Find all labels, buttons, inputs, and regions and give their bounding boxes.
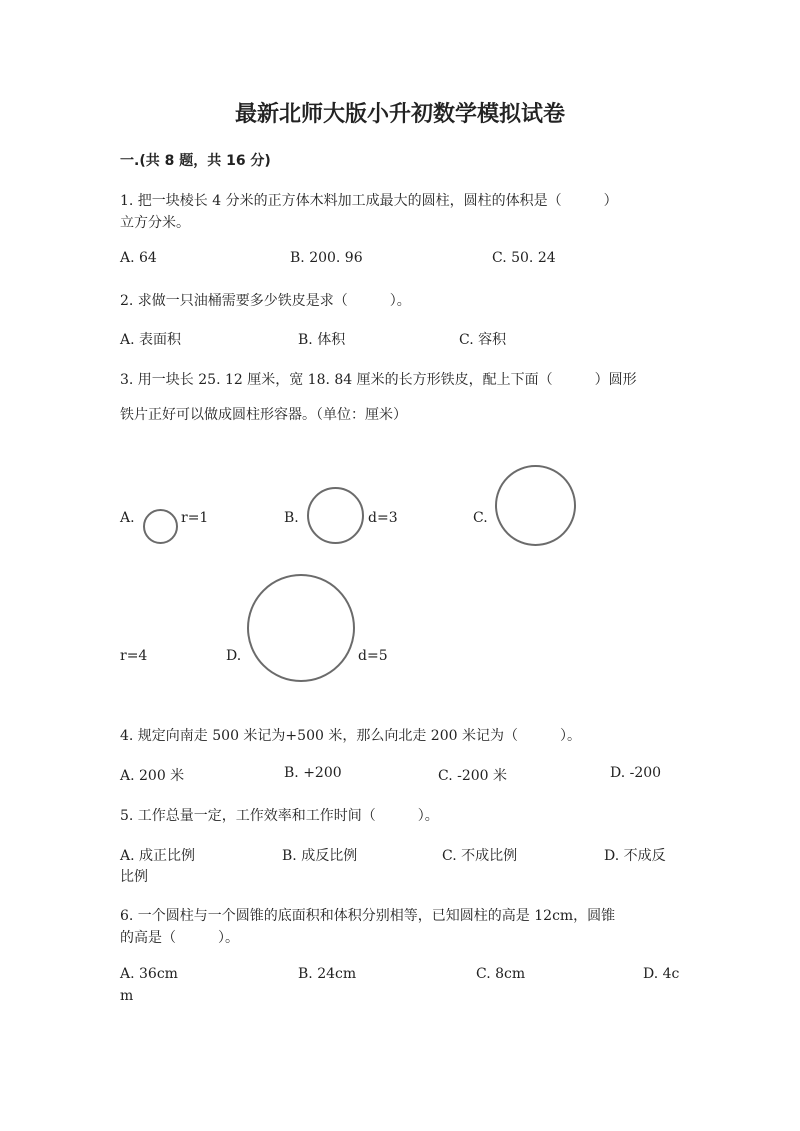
q6-option-a: A. 36cm bbox=[120, 966, 178, 982]
q5-option-d-wrap: 比例 bbox=[120, 869, 148, 885]
q3-option-b: B. bbox=[284, 510, 299, 526]
q3-option-a: A. bbox=[120, 510, 135, 526]
q5-option-c: C. 不成比例 bbox=[442, 848, 518, 864]
q4-option-d: D. -200 bbox=[610, 765, 662, 781]
q1-option-c: C. 50. 24 bbox=[492, 250, 556, 266]
question-3-text-cont: 铁片正好可以做成圆柱形容器。（单位：厘米） bbox=[120, 407, 407, 423]
question-1-text: 1. 把一块棱长 4 分米的正方体木料加工成最大的圆柱，圆柱的体积是（ ） bbox=[120, 193, 618, 209]
circle-b-figure bbox=[307, 487, 364, 544]
circle-b-label: d=3 bbox=[368, 510, 398, 526]
circle-d-figure bbox=[247, 574, 355, 682]
circle-c-figure bbox=[495, 465, 576, 546]
question-6-text: 6. 一个圆柱与一个圆锥的底面积和体积分别相等，已知圆柱的高是 12cm，圆锥 bbox=[120, 908, 616, 924]
q4-option-a: A. 200 米 bbox=[120, 768, 185, 784]
question-4-text: 4. 规定向南走 500 米记为+500 米，那么向北走 200 米记为（ ）。 bbox=[120, 728, 581, 744]
circle-c-label: r=4 bbox=[120, 648, 148, 664]
q5-option-a: A. 成正比例 bbox=[120, 848, 196, 864]
q2-option-c: C. 容积 bbox=[459, 332, 507, 348]
section-heading: 一.(共 8 题，共 16 分) bbox=[120, 153, 271, 169]
q5-option-d: D. 不成反 bbox=[604, 848, 666, 864]
q2-option-b: B. 体积 bbox=[298, 332, 346, 348]
question-3-text: 3. 用一块长 25. 12 厘米，宽 18. 84 厘米的长方形铁皮，配上下面（ ）圆形 bbox=[120, 372, 637, 388]
q1-option-b: B. 200. 96 bbox=[290, 250, 363, 266]
question-5-text: 5. 工作总量一定，工作效率和工作时间（ ）。 bbox=[120, 808, 439, 824]
q4-option-b: B. +200 bbox=[284, 765, 342, 781]
question-1-text-cont: 立方分米。 bbox=[120, 215, 190, 231]
circle-a-figure bbox=[143, 509, 178, 544]
q3-option-c: C. bbox=[473, 510, 488, 526]
page-title: 最新北师大版小升初数学模拟试卷 bbox=[234, 102, 565, 127]
q5-option-b: B. 成反比例 bbox=[282, 848, 358, 864]
circle-d-label: d=5 bbox=[358, 648, 388, 664]
q3-option-d: D. bbox=[226, 648, 242, 664]
question-6-text-cont: 的高是（ ）。 bbox=[120, 930, 239, 946]
q6-option-d: D. 4c bbox=[643, 966, 680, 982]
q4-option-c: C. -200 米 bbox=[438, 768, 508, 784]
question-2-text: 2. 求做一只油桶需要多少铁皮是求（ ）。 bbox=[120, 293, 411, 309]
q1-option-a: A. 64 bbox=[120, 250, 157, 266]
q6-option-d-wrap: m bbox=[120, 988, 134, 1004]
q2-option-a: A. 表面积 bbox=[120, 332, 182, 348]
q6-option-c: C. 8cm bbox=[476, 966, 526, 982]
q6-option-b: B. 24cm bbox=[298, 966, 357, 982]
circle-a-label: r=1 bbox=[181, 510, 209, 526]
